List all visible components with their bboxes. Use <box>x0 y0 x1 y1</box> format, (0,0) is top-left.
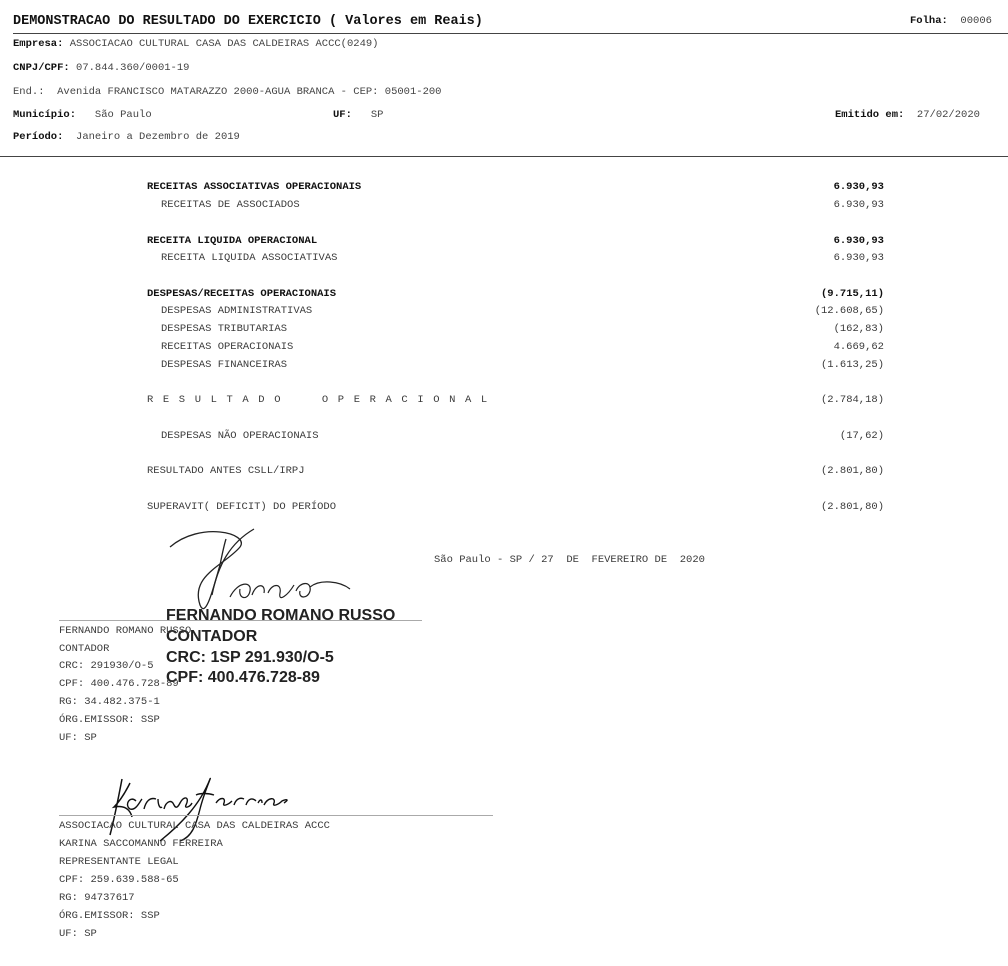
statement-line-value: 6.930,93 <box>833 199 884 211</box>
folha-label: Folha: <box>910 15 948 27</box>
cnpj-value: 07.844.360/0001-19 <box>76 62 190 74</box>
statement-line-value: 6.930,93 <box>833 252 884 264</box>
statement-line-label: DESPESAS FINANCEIRAS <box>161 359 288 371</box>
statement-line-value: 6.930,93 <box>833 235 884 247</box>
signatory-line: CONTADOR <box>59 643 110 655</box>
municipio-row <box>13 109 152 121</box>
statement-line-label: RESULTADO OPERACIONAL <box>147 394 497 406</box>
cnpj-row <box>13 62 189 74</box>
signatory-line: ASSOCIACAO CULTURAL CASA DAS CALDEIRAS ACCC <box>59 820 330 832</box>
emitido-value: 27/02/2020 <box>916 109 980 121</box>
municipio-value: São Paulo <box>94 109 152 121</box>
end-value: Avenida FRANCISCO MATARAZZO 2000-AGUA BRANCA - CEP: 05001-200 <box>57 86 442 98</box>
signature-stamp-line: CONTADOR <box>166 628 258 645</box>
statement-line-label: RECEITA LIQUIDA OPERACIONAL <box>147 235 318 247</box>
statement-line-label: RESULTADO ANTES CSLL/IRPJ <box>147 465 305 477</box>
signature-line-2 <box>59 815 493 816</box>
periodo-value: Janeiro a Dezembro de 2019 <box>76 131 240 143</box>
statement-line-value: (2.801,80) <box>820 465 884 477</box>
signature-stamp-line: FERNANDO ROMANO RUSSO <box>166 607 396 624</box>
end-label: End.: <box>13 86 45 98</box>
periodo-label: Período: <box>13 131 64 143</box>
header-bottom-rule <box>0 156 1008 157</box>
document-title: DEMONSTRACAO DO RESULTADO DO EXERCICIO ( Valores em Reais) <box>13 14 483 29</box>
statement-line-label: DESPESAS/RECEITAS OPERACIONAIS <box>147 288 337 300</box>
folha-value: 00006 <box>960 15 992 27</box>
empresa-label: Empresa: <box>13 38 64 50</box>
signatory-line: ÓRG.EMISSOR: SSP <box>59 714 160 726</box>
municipio-label: Município: <box>13 109 77 121</box>
statement-line-value: (9.715,11) <box>820 288 884 300</box>
statement-line-label: DESPESAS ADMINISTRATIVAS <box>161 305 313 317</box>
address-row <box>13 86 442 98</box>
empresa-value: ASSOCIACAO CULTURAL CASA DAS CALDEIRAS ACCC(0249) <box>69 38 379 50</box>
signatory-line: CPF: 259.639.588-65 <box>59 874 179 886</box>
signatory-line: REPRESENTANTE LEGAL <box>59 856 179 868</box>
page-number <box>910 15 992 27</box>
signatory-line: KARINA SACCOMANNO FERREIRA <box>59 838 223 850</box>
place-date: São Paulo - SP / 27 DE FEVEREIRO DE 2020 <box>434 554 705 566</box>
statement-line-label: RECEITAS DE ASSOCIADOS <box>161 199 300 211</box>
statement-line-label: DESPESAS NÃO OPERACIONAIS <box>161 430 319 442</box>
statement-line-value: (2.801,80) <box>820 501 884 513</box>
statement-line-value: (12.608,65) <box>814 305 884 317</box>
uf-row <box>333 109 383 121</box>
statement-line-label: RECEITA LIQUIDA ASSOCIATIVAS <box>161 252 338 264</box>
statement-line-label: RECEITAS OPERACIONAIS <box>161 341 294 353</box>
header-rule <box>13 33 1008 34</box>
emitido-row <box>835 109 980 121</box>
signatory-line: RG: 94737617 <box>59 892 135 904</box>
statement-line-value: 4.669,62 <box>833 341 884 353</box>
empresa-row <box>13 38 379 50</box>
statement-line-value: 6.930,93 <box>833 181 884 193</box>
signature-stamp-line: CRC: 1SP 291.930/O-5 <box>166 649 334 666</box>
periodo-row <box>13 131 240 143</box>
emitido-label: Emitido em: <box>835 109 905 121</box>
statement-line-label: DESPESAS TRIBUTARIAS <box>161 323 288 335</box>
statement-line-value: (162,83) <box>833 323 884 335</box>
signatory-line: CPF: 400.476.728-89 <box>59 678 179 690</box>
signature-graphic-2 <box>100 775 310 845</box>
uf-label: UF: <box>333 109 352 121</box>
statement-line-value: (2.784,18) <box>820 394 884 406</box>
statement-line-label: SUPERAVIT( DEFICIT) DO PERÍODO <box>147 501 337 513</box>
signatory-line: CRC: 291930/O-5 <box>59 660 154 672</box>
cnpj-label: CNPJ/CPF: <box>13 62 70 74</box>
signatory-line: RG: 34.482.375-1 <box>59 696 160 708</box>
signatory-line: UF: SP <box>59 928 97 940</box>
statement-line-value: (1.613,25) <box>820 359 884 371</box>
statement-line-label: RECEITAS ASSOCIATIVAS OPERACIONAIS <box>147 181 362 193</box>
signatory-line: FERNANDO ROMANO RUSSO <box>59 625 192 637</box>
signatory-line: ÓRG.EMISSOR: SSP <box>59 910 160 922</box>
statement-line-value: (17,62) <box>839 430 884 442</box>
uf-value: SP <box>370 109 384 121</box>
signatory-line: UF: SP <box>59 732 97 744</box>
signature-stamp-line: CPF: 400.476.728-89 <box>166 669 320 686</box>
